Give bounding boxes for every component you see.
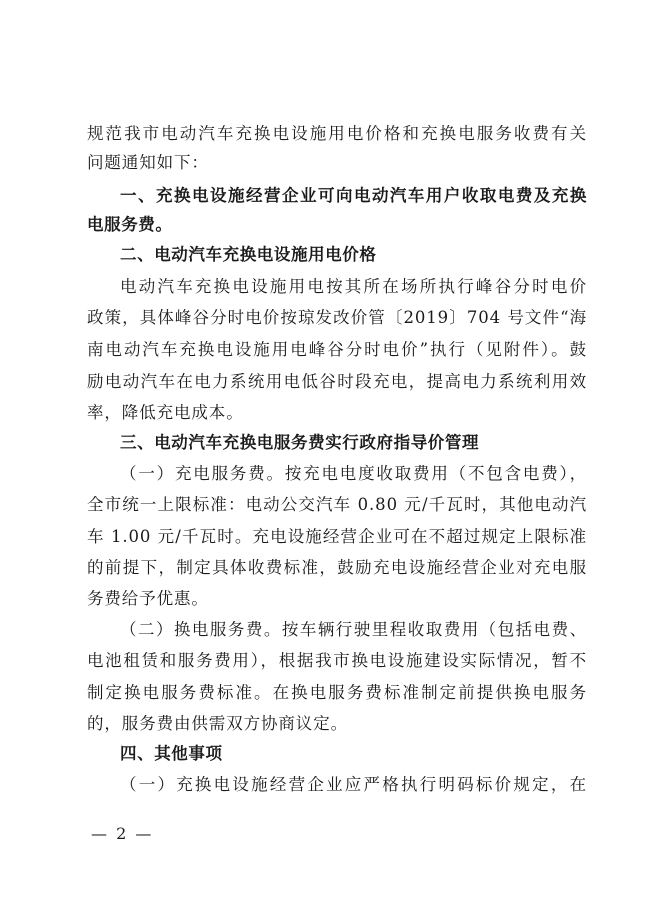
section-heading-3: 三、电动汽车充换电服务费实行政府指导价管理 xyxy=(120,433,480,452)
section-heading-1-cont: 电服务费。 xyxy=(87,215,173,234)
body-line: （一）充换电设施经营企业应严格执行明码标价规定，在 xyxy=(120,775,587,794)
body-line: 励电动汽车在电力系统用电低谷时段充电，提高电力系统利用效 xyxy=(87,372,587,391)
body-line: 政策，具体峰谷分时电价按琼发改价管〔2019〕704 号文件“海 xyxy=(87,308,587,327)
body-line: 车 1.00 元/千瓦时。充电设施经营企业可在不超过规定上限标准 xyxy=(87,527,587,546)
page-number: — 2 — xyxy=(91,824,154,843)
body-line: 全市统一上限标准：电动公交汽车 0.80 元/千瓦时，其他电动汽 xyxy=(87,495,587,514)
body-line: （一）充电服务费。按充电电度收取费用（不包含电费）， xyxy=(120,464,587,483)
body-line: 率，降低充电成本。 xyxy=(87,403,244,422)
body-line: 制定换电服务费标准。在换电服务费标准制定前提供换电服务 xyxy=(87,683,587,702)
body-line: 的，服务费由供需双方协商议定。 xyxy=(87,714,348,733)
section-heading-2: 二、电动汽车充换电设施用电价格 xyxy=(120,245,377,264)
body-line: 电池租赁和服务费用），根据我市换电设施建设实际情况，暂不 xyxy=(87,651,587,670)
body-line: 规范我市电动汽车充换电设施用电价格和充换电服务收费有关 xyxy=(87,124,587,143)
body-line: （二）换电服务费。按车辆行驶里程收取费用（包括电费、 xyxy=(120,620,587,639)
section-heading-1: 一、充换电设施经营企业可向电动汽车用户收取电费及充换 xyxy=(120,186,587,205)
body-line: 电动汽车充换电设施用电按其所在场所执行峰谷分时电价 xyxy=(120,277,587,296)
body-line: 务费给予优惠。 xyxy=(87,589,209,608)
body-line: 问题通知如下： xyxy=(87,153,209,172)
body-line: 南电动汽车充换电设施用电峰谷分时电价”执行（见附件）。鼓 xyxy=(87,340,587,359)
body-line: 的前提下，制定具体收费标准，鼓励充电设施经营企业对充电服 xyxy=(87,558,587,577)
section-heading-4: 四、其他事项 xyxy=(120,744,223,763)
